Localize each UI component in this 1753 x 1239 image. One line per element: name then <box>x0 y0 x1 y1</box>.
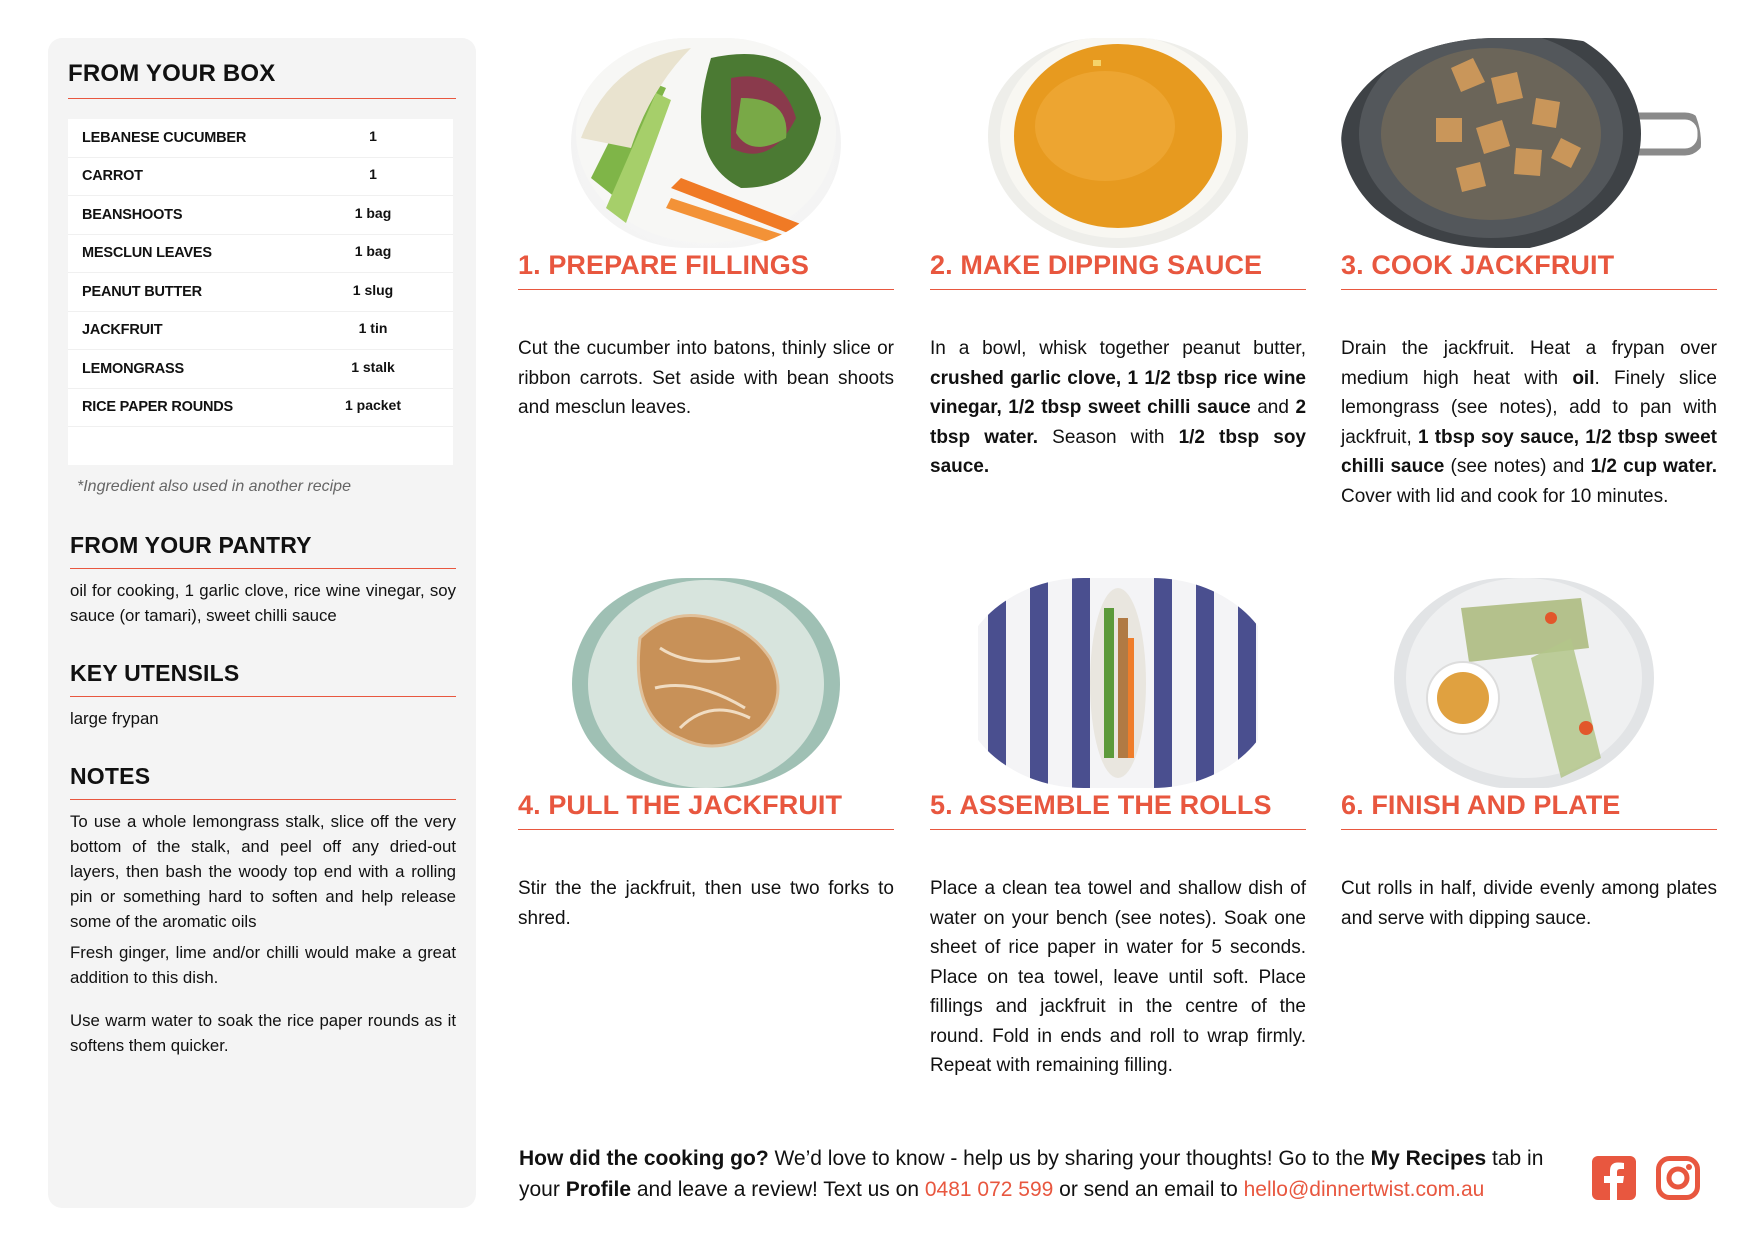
step-text-segment: Cut rolls in half, divide evenly among plates and serve with dipping sauce. <box>1341 878 1717 929</box>
ingredient-name: MESCLUN LEAVES <box>82 245 212 262</box>
finished-plate-photo <box>1391 578 1657 788</box>
step-3-text <box>1341 334 1717 511</box>
step-text-segment: Place a clean tea towel and shallow dish of water on your bench (see notes). Soak one sheet of rice paper in water for 5 seconds. Place on tea towel, leave until soft. Place fillings and jackfruit in the centre of the round. Fold in ends and roll to wrap firmly. Repeat with remaining filling. <box>930 878 1306 1076</box>
table-row <box>68 235 453 274</box>
step-5-text <box>930 874 1306 1081</box>
note-item: To use a whole lemongrass stalk, slice off the very bottom of the stalk, and peel off any dried-out layers, then bash the woody top end with a rolling pin or something hard to soften and help release some of the aromatic oils <box>70 812 456 931</box>
step-text-emphasis: crushed garlic clove, 1 1/2 tbsp rice wine vinegar, 1/2 tbsp sweet chilli sauce <box>930 367 1306 418</box>
step-text-emphasis: 1/2 cup water. <box>1590 456 1717 477</box>
ingredient-qty: 1 <box>369 127 377 144</box>
fillings-photo <box>571 38 841 248</box>
step-2-title: 2. MAKE DIPPING SAUCE <box>930 250 1306 290</box>
pulled-jackfruit-photo <box>570 578 842 788</box>
step-text-emphasis: 1 tbsp soy sauce, 1/2 tbsp sweet chilli sauce <box>1341 426 1717 477</box>
ingredient-name: LEMONGRASS <box>82 360 184 377</box>
my-recipes-link[interactable]: My Recipes <box>1370 1147 1487 1170</box>
ingredient-name: CARROT <box>82 168 143 185</box>
from-your-box-heading: FROM YOUR BOX <box>68 60 456 99</box>
step-4 <box>518 578 894 978</box>
footer-text: tab in your <box>519 1147 1544 1201</box>
step-text-segment: Cut the cucumber into batons, thinly slice or ribbon carrots. Set aside with bean shoots and mesclun leaves. <box>518 338 894 418</box>
step-text-segment: (see notes) and <box>1444 456 1591 477</box>
table-row <box>68 158 453 197</box>
feedback-question: How did the cooking go? <box>519 1147 769 1170</box>
step-5-title: 5. ASSEMBLE THE ROLLS <box>930 790 1306 830</box>
utensils-text: large frypan <box>70 709 159 728</box>
instagram-icon[interactable] <box>1656 1156 1700 1205</box>
box-ingredients-table <box>68 119 453 465</box>
table-row <box>68 119 453 158</box>
assemble-rolls-photo <box>958 578 1278 788</box>
ingredient-qty: 1 bag <box>354 204 392 221</box>
step-3-title: 3. COOK JACKFRUIT <box>1341 250 1717 290</box>
step-text-segment: . Finely slice lemongrass (see notes), add to pan with jackfruit, <box>1341 367 1717 448</box>
ingredient-footnote: *Ingredient also used in another recipe <box>77 478 351 495</box>
table-padding <box>68 427 453 465</box>
ingredient-qty: 1 tin <box>358 320 388 337</box>
table-row <box>68 389 453 428</box>
step-2-text <box>930 334 1306 482</box>
step-text-segment: Drain the jackfruit. Heat a frypan over medium high heat with <box>1341 338 1717 389</box>
dipping-sauce-photo <box>985 38 1251 248</box>
step-4-text <box>518 874 894 933</box>
ingredient-qty: 1 stalk <box>351 358 395 375</box>
ingredient-qty: 1 slug <box>352 281 394 298</box>
feedback-footer <box>519 1143 1579 1205</box>
ingredients-sidebar <box>48 38 476 1208</box>
utensils-heading: KEY UTENSILS <box>70 660 456 697</box>
pantry-text: oil for cooking, 1 garlic clove, rice wine vinegar, soy sauce (or tamari), sweet chilli sauce <box>70 581 456 625</box>
table-row <box>68 350 453 389</box>
utensils-section <box>68 660 456 731</box>
footer-text: We’d love to know - help us by sharing your thoughts! Go to the <box>768 1147 1371 1170</box>
step-1 <box>518 38 894 438</box>
step-text-segment: Cover with lid and cook for 10 minutes. <box>1341 485 1669 507</box>
table-row <box>68 312 453 351</box>
step-text-segment: In a bowl, whisk together peanut butter, <box>930 338 1306 359</box>
step-2 <box>930 38 1307 477</box>
step-text-emphasis: 1/2 tbsp soy sauce. <box>930 426 1306 477</box>
step-4-title: 4. PULL THE JACKFRUIT <box>518 790 894 830</box>
ingredient-name: BEANSHOOTS <box>82 206 183 223</box>
phone-link[interactable]: 0481 072 599 <box>924 1178 1054 1201</box>
ingredient-name: RICE PAPER ROUNDS <box>82 399 234 416</box>
email-link[interactable]: hello@dinnertwist.com.au <box>1243 1178 1485 1201</box>
ingredient-name: LEBANESE CUCUMBER <box>82 129 247 146</box>
pantry-heading: FROM YOUR PANTRY <box>70 532 456 569</box>
facebook-icon[interactable] <box>1592 1156 1636 1205</box>
frypan-photo <box>1341 38 1701 248</box>
ingredient-name: JACKFRUIT <box>82 322 163 339</box>
step-5 <box>930 578 1306 1098</box>
step-1-text <box>518 334 894 423</box>
step-text-segment: Stir the the jackfruit, then use two forks to shred. <box>518 878 894 929</box>
ingredient-qty: 1 packet <box>344 397 402 414</box>
step-6 <box>1341 578 1717 978</box>
table-row <box>68 196 453 235</box>
ingredient-name: PEANUT BUTTER <box>82 283 202 300</box>
step-6-title: 6. FINISH AND PLATE <box>1341 790 1717 830</box>
notes-section <box>68 763 456 1058</box>
note-item: Use warm water to soak the rice paper rounds as it softens them quicker. <box>70 1011 456 1055</box>
profile-link[interactable]: Profile <box>565 1178 632 1201</box>
step-text-segment: and <box>1250 397 1296 418</box>
table-row <box>68 273 453 312</box>
step-text-emphasis: oil <box>1572 367 1595 389</box>
footer-text: or send an email to <box>1053 1178 1244 1201</box>
ingredient-qty: 1 bag <box>354 243 392 260</box>
step-1-title: 1. PREPARE FILLINGS <box>518 250 894 290</box>
ingredient-qty: 1 <box>369 166 377 183</box>
step-3 <box>1341 38 1717 507</box>
step-text-segment: Season with <box>1038 426 1179 448</box>
pantry-section <box>68 532 456 628</box>
footer-text: and leave a review! Text us on <box>631 1178 925 1201</box>
step-text-emphasis: 2 tbsp water. <box>930 397 1307 448</box>
notes-heading: NOTES <box>70 763 456 800</box>
step-6-text <box>1341 874 1717 933</box>
note-item: Fresh ginger, lime and/or chilli would make a great addition to this dish. <box>70 943 456 987</box>
